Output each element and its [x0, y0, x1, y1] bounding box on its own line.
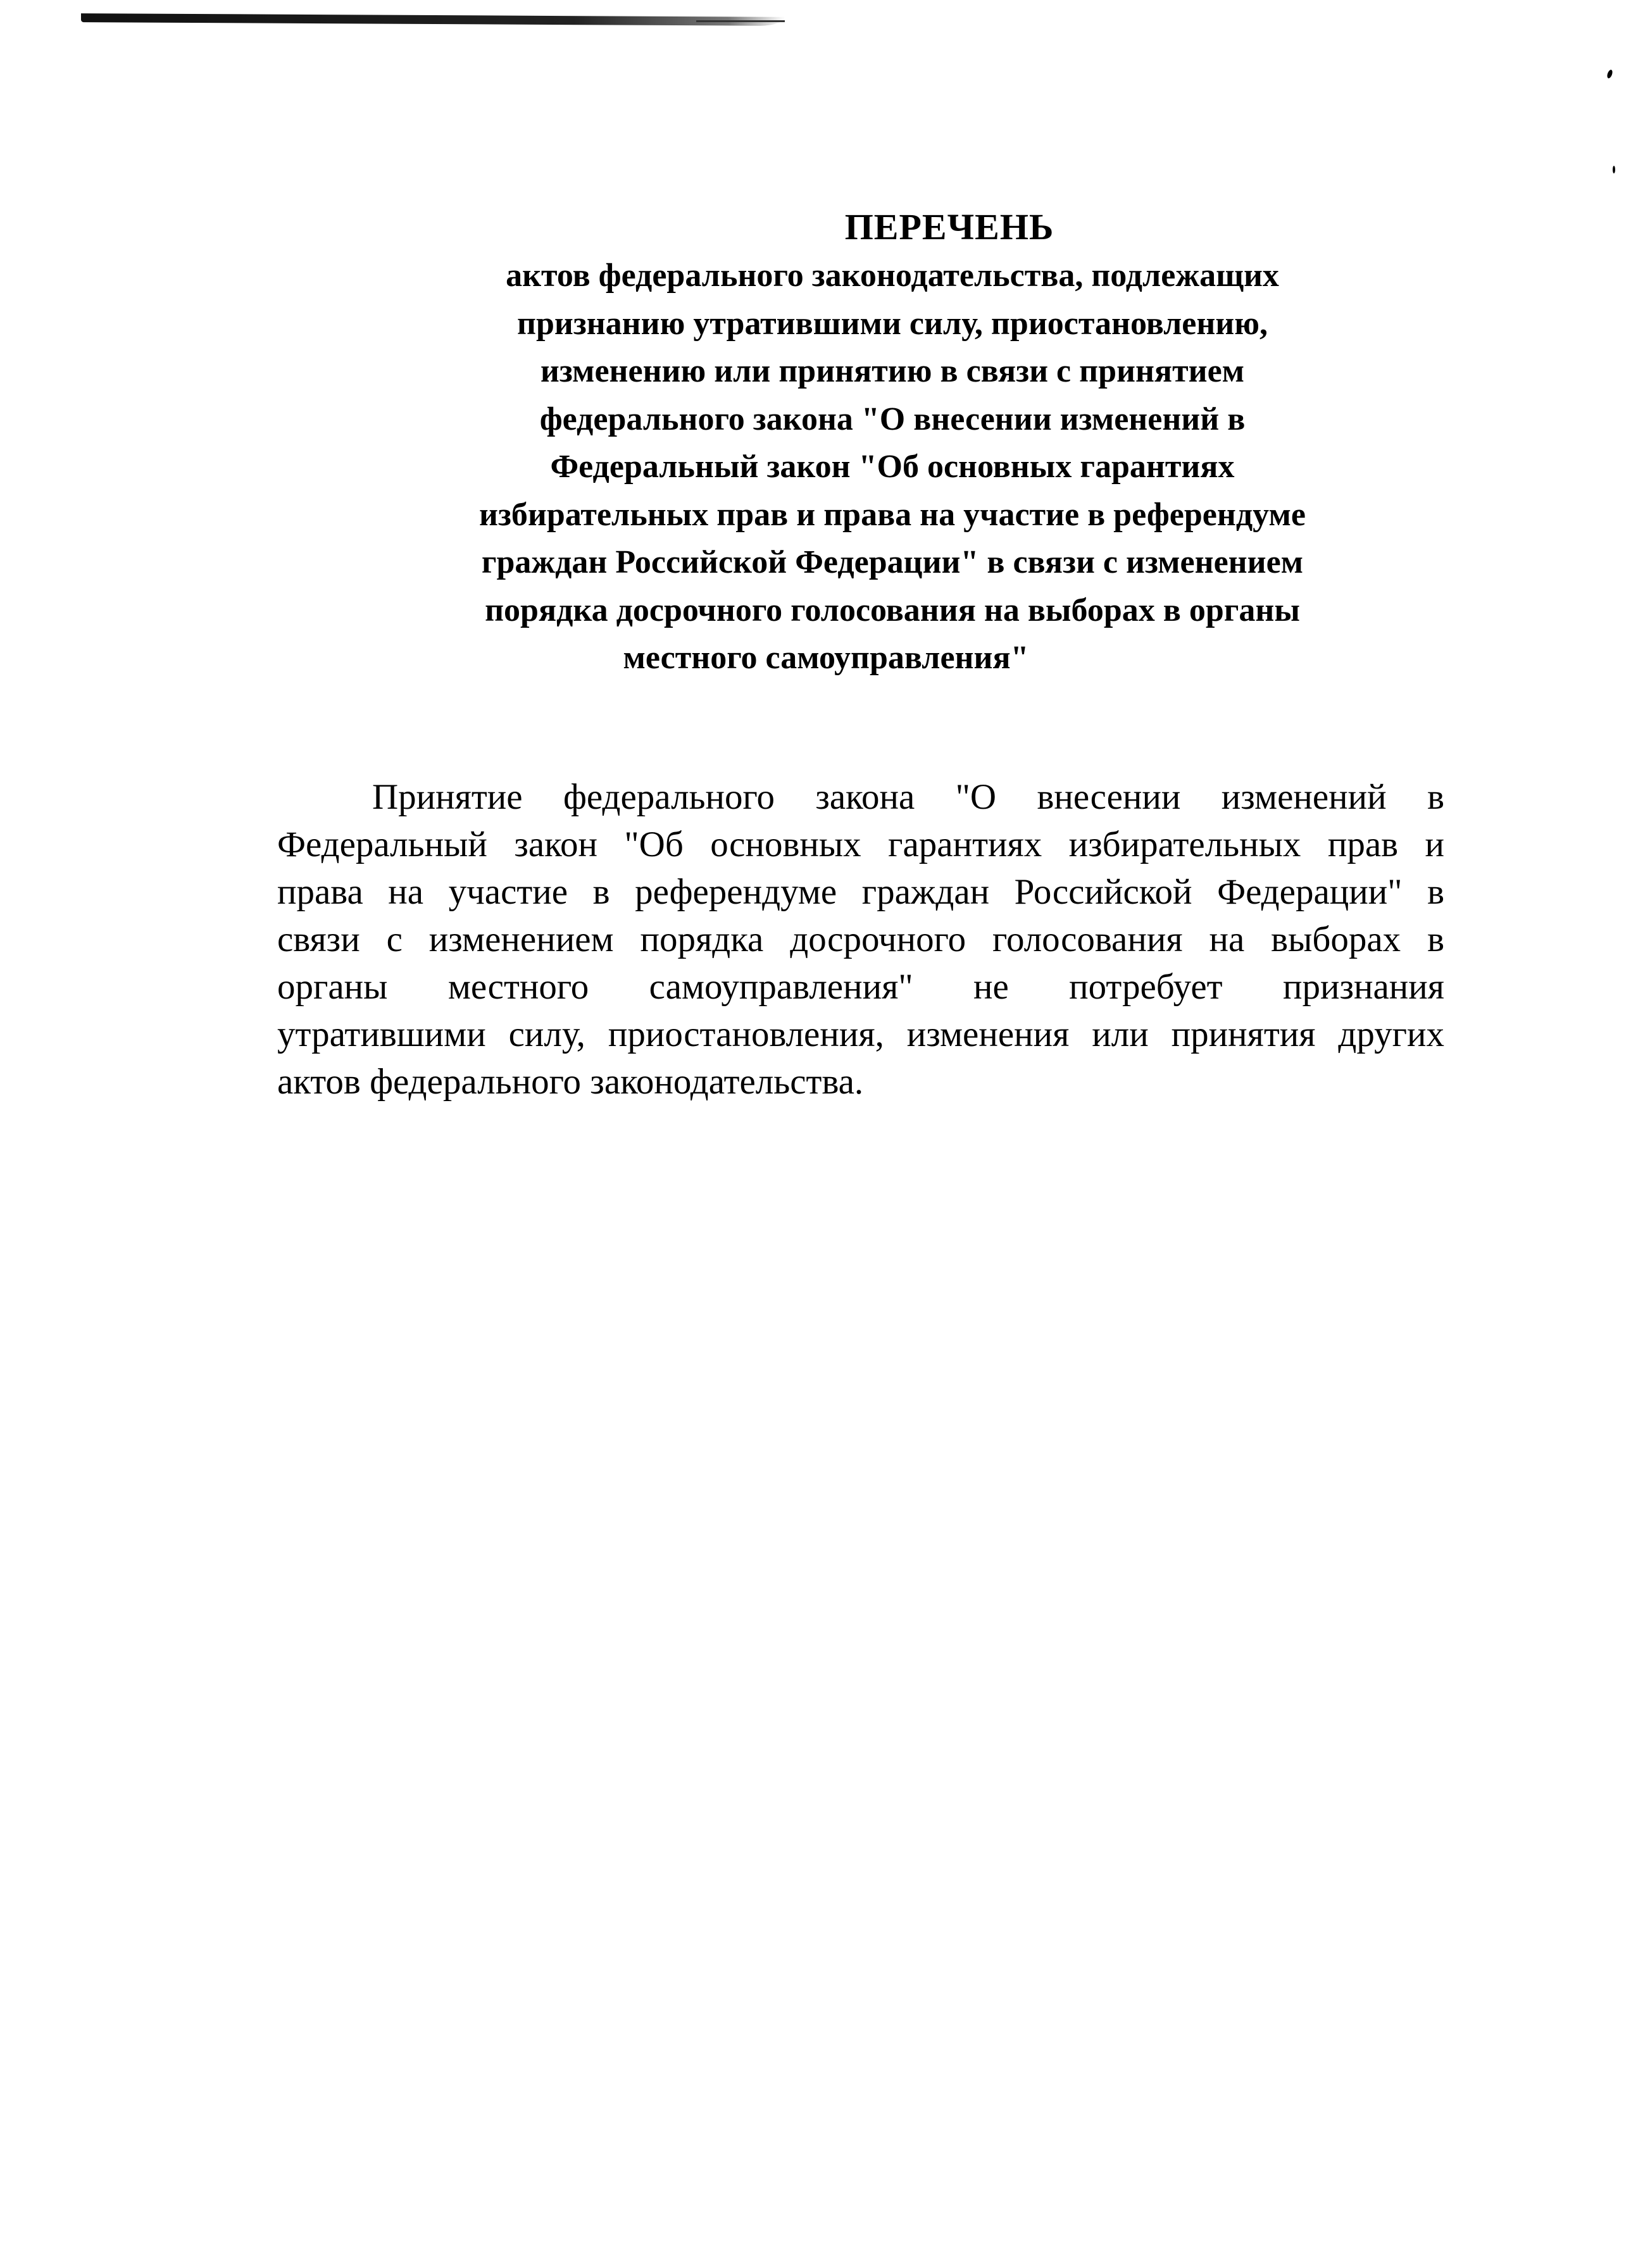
title-line: изменению или принятию в связи с принятием: [540, 353, 1245, 389]
title-line: местного самоуправления": [623, 640, 1029, 676]
scan-speck: [1606, 69, 1613, 79]
body-line: права на участие в референдуме граждан Российской Федерации" в: [277, 872, 1444, 912]
body-line: органы местного самоуправления" не потребует признания: [277, 967, 1444, 1007]
body-line: связи с изменением порядка досрочного голосования на выборах в: [277, 919, 1444, 959]
scan-speck: [1613, 166, 1615, 173]
title-line: избирательных прав и права на участие в референдуме: [479, 496, 1306, 533]
body-line: утратившими силу, приостановления, изменения или принятия других: [277, 1014, 1444, 1054]
body-line: Федеральный закон "Об основных гарантиях избирательных прав и: [277, 825, 1444, 864]
title-line: Федеральный закон "Об основных гарантиях: [550, 449, 1235, 485]
title-line: актов федерального законодательства, подлежащих: [506, 258, 1279, 294]
document-body-paragraph: [277, 773, 1444, 1106]
title-line: признанию утратившими силу, приостановлению,: [516, 305, 1268, 342]
body-line: Принятие федерального закона "О внесении изменений в: [372, 777, 1444, 817]
title-line: граждан Российской Федерации" в связи с изменением: [481, 544, 1304, 580]
scan-top-edge-tail: [696, 20, 785, 22]
document-title-block: [354, 202, 1430, 682]
title-line: порядка досрочного голосования на выборах в органы: [485, 592, 1300, 628]
title-line: федерального закона "О внесении изменений в: [539, 401, 1246, 437]
scan-top-edge: [81, 13, 785, 26]
body-line: актов федерального законодательства.: [277, 1062, 864, 1102]
document-heading: ПЕРЕЧЕНЬ: [844, 206, 1054, 247]
